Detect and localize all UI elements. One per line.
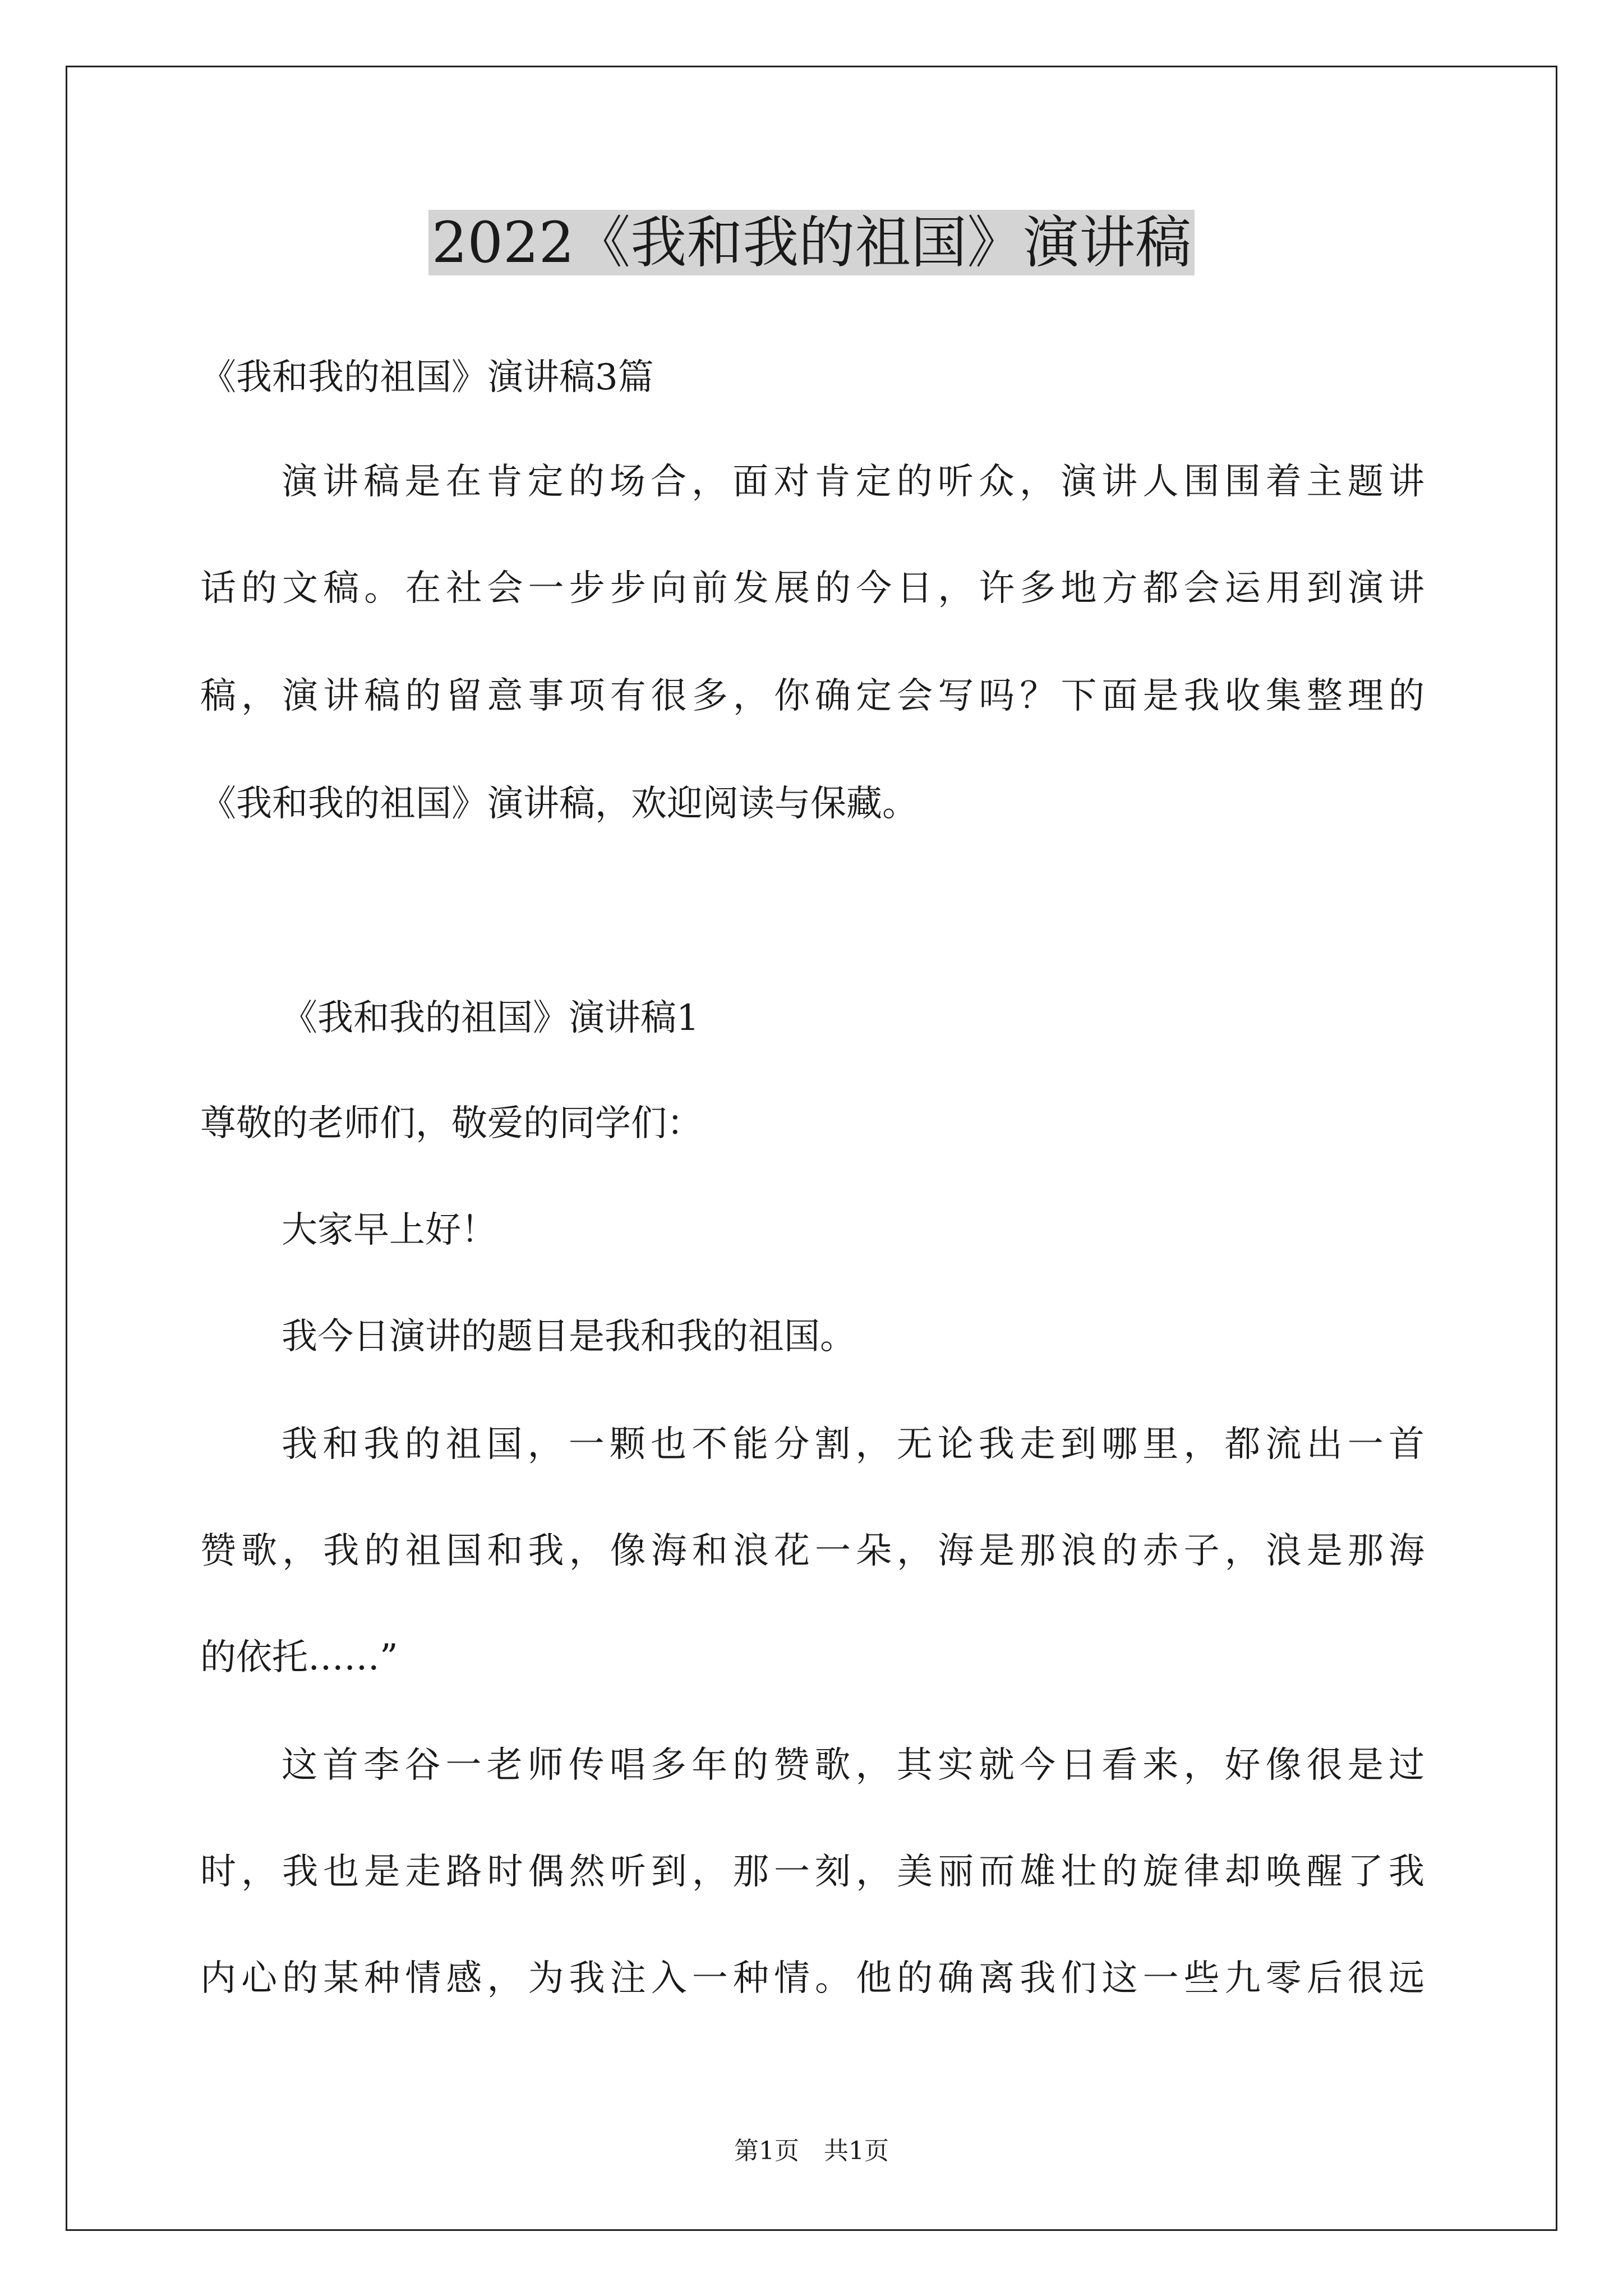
intro-line-4: 《我和我的祖国》演讲稿，欢迎阅读与保藏。: [200, 783, 918, 825]
salutation: 尊敬的老师们，敬爱的同学们：: [200, 1103, 703, 1144]
intro-line-1: 演讲稿是在肯定的场合，面对肯定的听众，演讲人围围着主题讲: [282, 461, 1424, 503]
para1-line-1: 我和我的祖国，一颗也不能分割，无论我走到哪里，都流出一首: [282, 1424, 1424, 1465]
para1-line-2: 赞歌，我的祖国和我，像海和浪花一朵，海是那浪的赤子，浪是那海: [200, 1530, 1424, 1572]
para2-line-2: 时，我也是走路时偶然听到，那一刻，美丽而雄壮的旋律却唤醒了我: [200, 1851, 1424, 1893]
greeting: 大家早上好！: [282, 1209, 497, 1251]
document-title: [0, 206, 1623, 279]
document-title-text: 2022《我和我的祖国》演讲稿: [428, 210, 1195, 275]
speech-topic: 我今日演讲的题目是我和我的祖国。: [282, 1316, 856, 1358]
intro-line-3: 稿，演讲稿的留意事项有很多，你确定会写吗？下面是我收集整理的: [200, 675, 1424, 717]
document-subtitle: 《我和我的祖国》演讲稿3篇: [200, 357, 654, 398]
page-footer: 第1页 共1页: [734, 2137, 889, 2165]
intro-line-2: 话的文稿。在社会一步步向前发展的今日，许多地方都会运用到演讲: [200, 568, 1424, 609]
para2-line-1: 这首李谷一老师传唱多年的赞歌，其实就今日看来，好像很是过: [282, 1745, 1424, 1786]
para2-line-3: 内心的某种情感，为我注入一种情。他的确离我们这一些九零后很远: [200, 1958, 1424, 1999]
para1-line-3: 的依托……”: [200, 1637, 398, 1678]
section-heading: 《我和我的祖国》演讲稿1: [282, 997, 699, 1039]
